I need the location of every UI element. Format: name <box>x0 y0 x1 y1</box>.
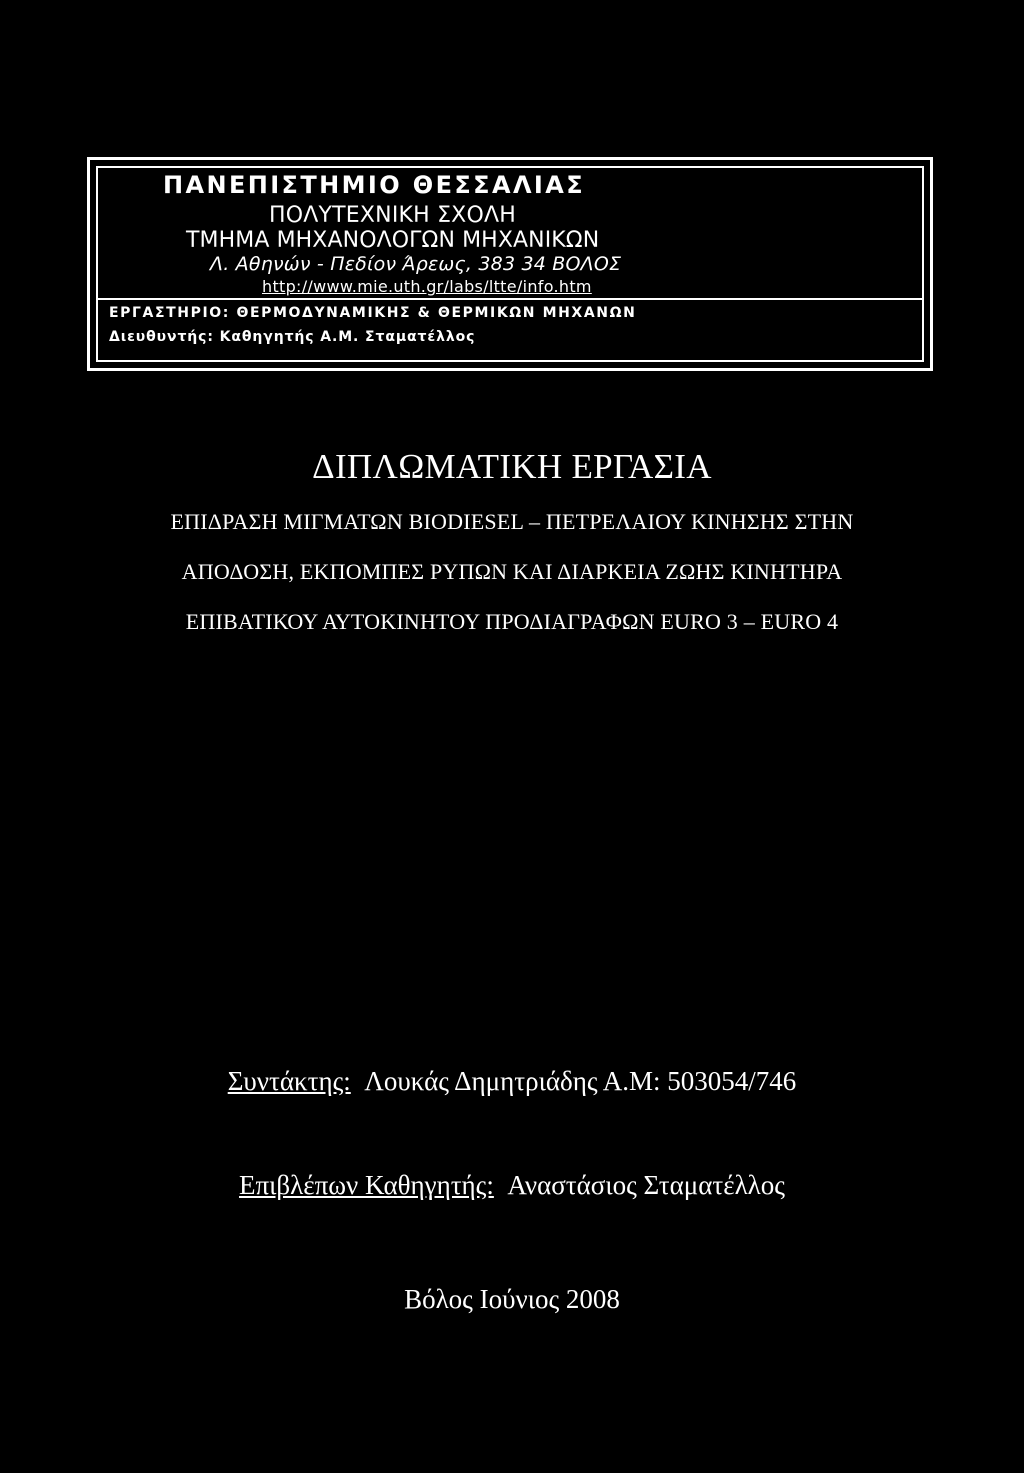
header-divider <box>96 298 922 300</box>
supervisor-line <box>0 1172 1024 1199</box>
website-link[interactable]: http://www.mie.uth.gr/labs/ltte/info.htm <box>262 277 592 296</box>
laboratory-director: Διευθυντής: Καθηγητής Α.Μ. Σταματέλλος <box>109 329 476 345</box>
supervisor-name: Αναστάσιος Σταματέλλος <box>507 1170 785 1200</box>
laboratory-name: ΕΡΓΑΣΤΗΡΙΟ: ΘΕΡΜΟΔΥΝΑΜΙΚΗΣ & ΘΕΡΜΙΚΩΝ ΜΗΧΑΝΩΝ <box>109 305 637 321</box>
thesis-subtitle-line-1: ΕΠΙΔΡΑΣΗ ΜΙΓΜΑΤΩΝ BIODIESEL – ΠΕΤΡΕΛΑΙΟΥ ΚΙΝΗΣΗΣ ΣΤΗΝ <box>170 509 854 534</box>
address: Λ. Αθηνών - Πεδίον Άρεως, 383 34 ΒΟΛΟΣ <box>210 253 622 275</box>
thesis-subtitle-line-2: ΑΠΟΔΟΣΗ, ΕΚΠΟΜΠΕΣ ΡΥΠΩΝ ΚΑΙ ΔΙΑΡΚΕΙΑ ΖΩΗΣ ΚΙΝΗΤΗΡΑ <box>181 559 843 584</box>
author-line <box>0 1068 1024 1095</box>
document-title: ΔΙΠΛΩΜΑΤΙΚΗ ΕΡΓΑΣΙΑ <box>312 447 712 486</box>
university-name: ΠΑΝΕΠΙΣΤΗΜΙΟ ΘΕΣΣΑΛΙΑΣ <box>163 171 586 199</box>
supervisor-label: Επιβλέπων Καθηγητής: <box>239 1170 494 1200</box>
place-and-date: Βόλος Ιούνιος 2008 <box>404 1284 620 1314</box>
department-name: ΤΜΗΜΑ ΜΗΧΑΝΟΛΟΓΩΝ ΜΗΧΑΝΙΚΩΝ <box>186 228 600 253</box>
thesis-subtitle-line-3: ΕΠΙΒΑΤΙΚΟΥ ΑΥΤΟΚΙΝΗΤΟΥ ΠΡΟΔΙΑΓΡΑΦΩΝ EURO 3 – EURO 4 <box>185 609 839 634</box>
author-name: Λουκάς Δημητριάδης Α.Μ: 503054/746 <box>364 1066 797 1096</box>
author-label: Συντάκτης: <box>227 1066 351 1096</box>
school-name: ΠΟΛΥΤΕΧΝΙΚΗ ΣΧΟΛΗ <box>269 203 516 228</box>
